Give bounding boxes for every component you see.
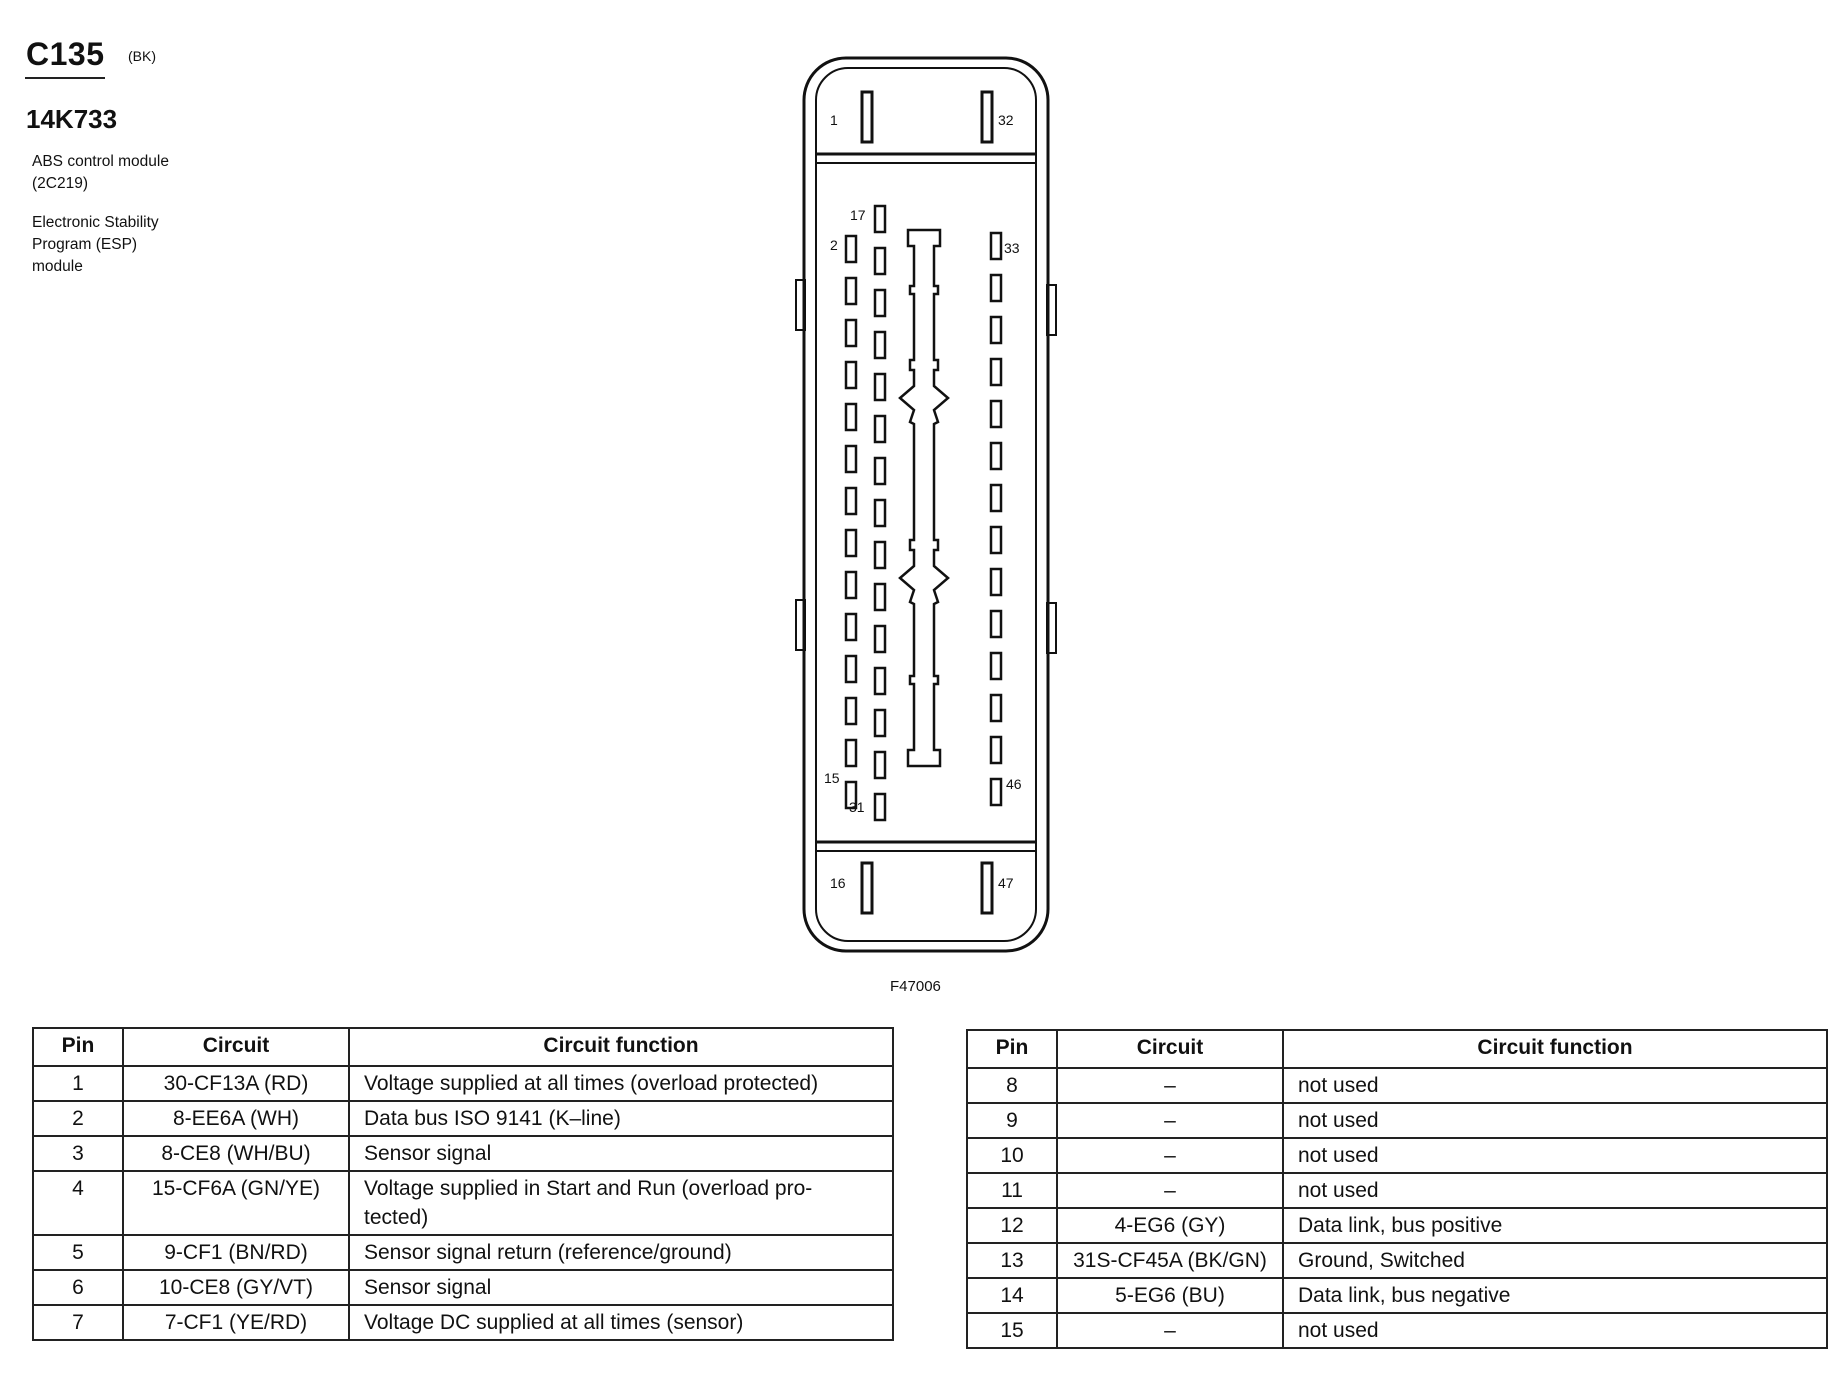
col3-cavity — [991, 443, 1001, 469]
table-row — [967, 1068, 1827, 1103]
col2-cavity — [875, 374, 885, 400]
col3-cavity — [991, 527, 1001, 553]
table-row — [967, 1278, 1827, 1313]
table-row — [967, 1103, 1827, 1138]
table-row — [967, 1243, 1827, 1278]
function-cell: Sensor signal return (reference/ground) — [349, 1235, 893, 1270]
col1-cavity — [846, 362, 856, 388]
table-row — [33, 1305, 893, 1340]
function-cell: Ground, Switched — [1283, 1243, 1827, 1278]
circuit-cell: 8-EE6A (WH) — [123, 1101, 349, 1136]
col2-cavity — [875, 794, 885, 820]
terminal-16 — [862, 863, 872, 913]
col1-cavity — [846, 698, 856, 724]
col2-cavity — [875, 458, 885, 484]
circuit-cell: 30-CF13A (RD) — [123, 1066, 349, 1101]
col3-cavity — [991, 233, 1001, 259]
figure-id: F47006 — [890, 978, 941, 995]
col3-cavity — [991, 737, 1001, 763]
function-cell: Voltage DC supplied at all times (sensor) — [349, 1305, 893, 1340]
circuit-cell: 10-CE8 (GY/VT) — [123, 1270, 349, 1305]
connector-color: (BK) — [128, 48, 156, 64]
pin-label-15: 15 — [824, 770, 840, 786]
terminal-32 — [982, 92, 992, 142]
circuit-cell: 4-EG6 (GY) — [1057, 1208, 1283, 1243]
pin-cell: 5 — [33, 1235, 123, 1270]
pin-cell: 12 — [967, 1208, 1057, 1243]
function-cell: Data link, bus positive — [1283, 1208, 1827, 1243]
col2-cavity — [875, 584, 885, 610]
pin-label-32: 32 — [998, 112, 1014, 128]
header-circuit: Circuit — [1057, 1030, 1283, 1068]
header-pin: Pin — [967, 1030, 1057, 1068]
col1-cavity — [846, 278, 856, 304]
col1-cavity — [846, 572, 856, 598]
table-row — [33, 1101, 893, 1136]
col3-cavity — [991, 359, 1001, 385]
table-header-row — [967, 1030, 1827, 1068]
function-cell: Sensor signal — [349, 1136, 893, 1171]
module-description-abs: ABS control module (2C219) — [32, 153, 169, 192]
table-row — [33, 1270, 893, 1305]
col2-cavity — [875, 668, 885, 694]
col1-cavity — [846, 446, 856, 472]
title-underline — [25, 77, 105, 79]
pin-label-33: 33 — [1004, 240, 1020, 256]
table-row — [967, 1208, 1827, 1243]
circuit-cell: – — [1057, 1138, 1283, 1173]
table-row — [33, 1066, 893, 1101]
pin-cell: 13 — [967, 1243, 1057, 1278]
terminal-1 — [862, 92, 872, 142]
function-cell: not used — [1283, 1068, 1827, 1103]
col3-cavity — [991, 317, 1001, 343]
circuit-cell: – — [1057, 1313, 1283, 1348]
pin-cell: 10 — [967, 1138, 1057, 1173]
col3-cavity — [991, 275, 1001, 301]
function-cell: not used — [1283, 1138, 1827, 1173]
col1-cavity — [846, 656, 856, 682]
table-row — [967, 1173, 1827, 1208]
part-number: 14K733 — [26, 104, 118, 134]
header-function: Circuit function — [349, 1028, 893, 1066]
col3-cavity — [991, 653, 1001, 679]
pin-cell: 2 — [33, 1101, 123, 1136]
pin-cell: 11 — [967, 1173, 1057, 1208]
circuit-cell: 31S-CF45A (BK/GN) — [1057, 1243, 1283, 1278]
col1-cavity — [846, 320, 856, 346]
table-row — [33, 1136, 893, 1171]
function-cell: not used — [1283, 1173, 1827, 1208]
pin-label-16: 16 — [830, 875, 846, 891]
col3-cavity — [991, 401, 1001, 427]
col3-cavity — [991, 485, 1001, 511]
header-circuit: Circuit — [123, 1028, 349, 1066]
function-cell: Sensor signal — [349, 1270, 893, 1305]
pin-label-17: 17 — [850, 207, 866, 223]
function-cell: not used — [1283, 1313, 1827, 1348]
pin-cell: 7 — [33, 1305, 123, 1340]
col3-cavity — [991, 611, 1001, 637]
col1-cavity — [846, 614, 856, 640]
col2-cavity — [875, 710, 885, 736]
col2-cavity — [875, 542, 885, 568]
pin-cell: 4 — [33, 1171, 123, 1235]
col2-cavity — [875, 416, 885, 442]
col1-cavity — [846, 236, 856, 262]
function-cell: Data link, bus negative — [1283, 1278, 1827, 1313]
col2-cavity — [875, 290, 885, 316]
connector-id: C135 — [26, 36, 105, 72]
pin-table-left — [32, 1027, 894, 1341]
center-polarizing-key — [900, 230, 948, 766]
table-row — [967, 1313, 1827, 1348]
circuit-cell: 9-CF1 (BN/RD) — [123, 1235, 349, 1270]
circuit-cell: – — [1057, 1068, 1283, 1103]
circuit-cell: 7-CF1 (YE/RD) — [123, 1305, 349, 1340]
table-row — [967, 1138, 1827, 1173]
col1-cavity — [846, 530, 856, 556]
pin-label-47: 47 — [998, 875, 1014, 891]
circuit-cell: – — [1057, 1173, 1283, 1208]
circuit-cell: 5-EG6 (BU) — [1057, 1278, 1283, 1313]
function-cell: Voltage supplied at all times (overload protected) — [349, 1066, 893, 1101]
terminal-47 — [982, 863, 992, 913]
pin-cell: 6 — [33, 1270, 123, 1305]
pin-table-right — [966, 1029, 1828, 1349]
pin-cell: 9 — [967, 1103, 1057, 1138]
col2-cavity — [875, 206, 885, 232]
connector-face-diagram — [780, 50, 1070, 970]
col1-cavity — [846, 740, 856, 766]
col1-cavity — [846, 488, 856, 514]
pin-label-31: 31 — [849, 799, 865, 815]
pin-label-2: 2 — [830, 237, 838, 253]
col2-cavity — [875, 332, 885, 358]
circuit-cell: – — [1057, 1103, 1283, 1138]
function-cell: Voltage supplied in Start and Run (overload pro- tected) — [349, 1171, 893, 1235]
pin-label-1: 1 — [830, 112, 838, 128]
connector-outer-shell — [804, 58, 1048, 951]
col3-cavity — [991, 695, 1001, 721]
pin-cell: 3 — [33, 1136, 123, 1171]
pin-cell: 8 — [967, 1068, 1057, 1103]
table-row — [33, 1235, 893, 1270]
header-function: Circuit function — [1283, 1030, 1827, 1068]
pin-cell: 1 — [33, 1066, 123, 1101]
function-cell: not used — [1283, 1103, 1827, 1138]
circuit-cell: 15-CF6A (GN/YE) — [123, 1171, 349, 1235]
function-cell: Data bus ISO 9141 (K–line) — [349, 1101, 893, 1136]
table-row — [33, 1171, 893, 1235]
table-header-row — [33, 1028, 893, 1066]
pin-label-46: 46 — [1006, 776, 1022, 792]
col2-cavity — [875, 752, 885, 778]
col1-cavity — [846, 404, 856, 430]
col2-cavity — [875, 500, 885, 526]
col3-cavity — [991, 569, 1001, 595]
pin-cell: 14 — [967, 1278, 1057, 1313]
col2-cavity — [875, 626, 885, 652]
col3-cavity — [991, 779, 1001, 805]
circuit-cell: 8-CE8 (WH/BU) — [123, 1136, 349, 1171]
module-description-esp: Electronic Stability Program (ESP) module — [32, 214, 159, 275]
col2-cavity — [875, 248, 885, 274]
pin-cell: 15 — [967, 1313, 1057, 1348]
header-pin: Pin — [33, 1028, 123, 1066]
